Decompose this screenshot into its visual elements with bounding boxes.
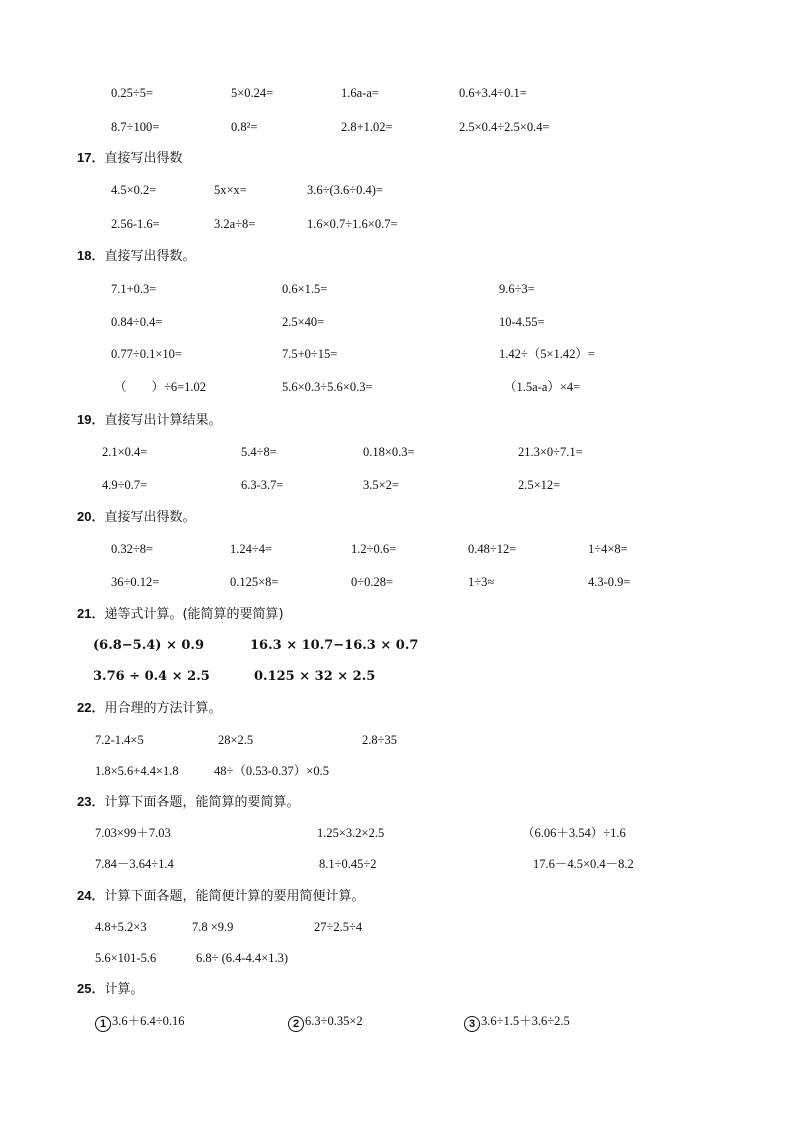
expr: 5×0.24= <box>231 86 274 100</box>
expr: 2.8+1.02= <box>341 120 393 134</box>
expr: 36÷0.12= <box>111 575 160 589</box>
expr: 7.2-1.4×5 <box>95 733 144 747</box>
question-heading: 21．递等式计算。(能简算的要简算) <box>77 606 284 622</box>
expr: 0.77÷0.1×10= <box>111 347 182 361</box>
expr: 0÷0.28= <box>351 575 394 589</box>
question-heading: 23．计算下面各题，能简算的要简算。 <box>77 794 300 810</box>
expr-item: 3 3.6÷1.5＋3.6÷2.5 <box>464 1013 570 1032</box>
expr: 0.25÷5= <box>111 86 154 100</box>
expr: 27÷2.5÷4 <box>314 920 363 934</box>
circled-number: 3 <box>464 1016 480 1032</box>
question-heading: 25．计算。 <box>77 981 144 997</box>
expr: 1.25×3.2×2.5 <box>317 826 385 840</box>
expr: 16.3 × 10.7−16.3 × 0.7 <box>250 638 419 653</box>
expr: 48÷（0.53-0.37）×0.5 <box>214 764 329 778</box>
expr: 3.5×2= <box>363 478 399 492</box>
expr: 17.6－4.5×0.4－8.2 <box>533 857 634 871</box>
expr: 0.32÷8= <box>111 542 154 556</box>
expr: 21.3×0÷7.1= <box>518 445 583 459</box>
expr: 1.42÷（5×1.42）= <box>499 347 595 361</box>
question-heading: 22．用合理的方法计算。 <box>77 700 222 716</box>
expr: 3.76 ÷ 0.4 × 2.5 <box>93 669 210 684</box>
expr: 1.6×0.7÷1.6×0.7= <box>307 217 398 231</box>
expr: 6.8÷ (6.4-4.4×1.3) <box>196 951 289 965</box>
expr: 28×2.5 <box>218 733 254 747</box>
question-heading: 17．直接写出得数 <box>77 150 183 166</box>
expr: 0.6+3.4÷0.1= <box>459 86 527 100</box>
expr: 0.84÷0.4= <box>111 315 163 329</box>
expr: 3.2a÷8= <box>214 217 256 231</box>
expr: 10-4.55= <box>499 315 545 329</box>
expr: 3.6÷(3.6÷0.4)= <box>307 183 383 197</box>
expr: 5.6×101-5.6 <box>95 951 157 965</box>
expr: 2.5×0.4÷2.5×0.4= <box>459 120 550 134</box>
expr: （1.5a-a）×4= <box>504 380 581 394</box>
expr: 0.125 × 32 × 2.5 <box>254 669 376 684</box>
expr: 6.3-3.7= <box>241 478 284 492</box>
expr: 5x×x= <box>214 183 247 197</box>
expr: 4.9÷0.7= <box>102 478 148 492</box>
expr: 7.1+0.3= <box>111 282 157 296</box>
expr: 7.84－3.64÷1.4 <box>95 857 174 871</box>
expr: 1.24÷4= <box>230 542 273 556</box>
question-heading: 24．计算下面各题，能简便计算的要用简便计算。 <box>77 888 365 904</box>
expr: 7.03×99＋7.03 <box>95 826 171 840</box>
expr: 2.56-1.6= <box>111 217 160 231</box>
expr: 2.5×40= <box>282 315 325 329</box>
expr-item: 2 6.3÷0.35×2 <box>288 1013 363 1032</box>
expr: 1÷4×8= <box>588 542 628 556</box>
expr: 0.8²= <box>231 120 258 134</box>
expr: 1.6a-a= <box>341 86 379 100</box>
expr: 0.18×0.3= <box>363 445 415 459</box>
expr: (6.8−5.4) × 0.9 <box>93 638 204 653</box>
expr: 0.48÷12= <box>468 542 517 556</box>
expr: （6.06＋3.54）÷1.6 <box>522 826 626 840</box>
expr: 5.4÷8= <box>241 445 277 459</box>
expr: 4.5×0.2= <box>111 183 157 197</box>
expr: 0.6×1.5= <box>282 282 328 296</box>
expr: 4.8+5.2×3 <box>95 920 147 934</box>
expr: 8.7÷100= <box>111 120 160 134</box>
question-heading: 19．直接写出计算结果。 <box>77 412 222 428</box>
expr: 2.5×12= <box>518 478 561 492</box>
expr: 2.1×0.4= <box>102 445 148 459</box>
expr: （ ）÷6=1.02 <box>114 380 207 394</box>
expr: 2.8÷35 <box>362 733 397 747</box>
expr: 8.1÷0.45÷2 <box>319 857 377 871</box>
expr: 0.125×8= <box>230 575 279 589</box>
circled-number: 1 <box>95 1016 111 1032</box>
expr-item: 1 3.6＋6.4÷0.16 <box>95 1013 185 1032</box>
expr: 1.8×5.6+4.4×1.8 <box>95 764 179 778</box>
question-heading: 20．直接写出得数。 <box>77 509 196 525</box>
expr: 1÷3≈ <box>468 575 495 589</box>
question-heading: 18．直接写出得数。 <box>77 248 196 264</box>
expr: 1.2÷0.6= <box>351 542 397 556</box>
expr: 7.5+0÷15= <box>282 347 338 361</box>
expr: 4.3-0.9= <box>588 575 631 589</box>
circled-number: 2 <box>288 1016 304 1032</box>
expr: 7.8 ×9.9 <box>192 920 234 934</box>
expr: 5.6×0.3÷5.6×0.3= <box>282 380 373 394</box>
expr: 9.6÷3= <box>499 282 535 296</box>
